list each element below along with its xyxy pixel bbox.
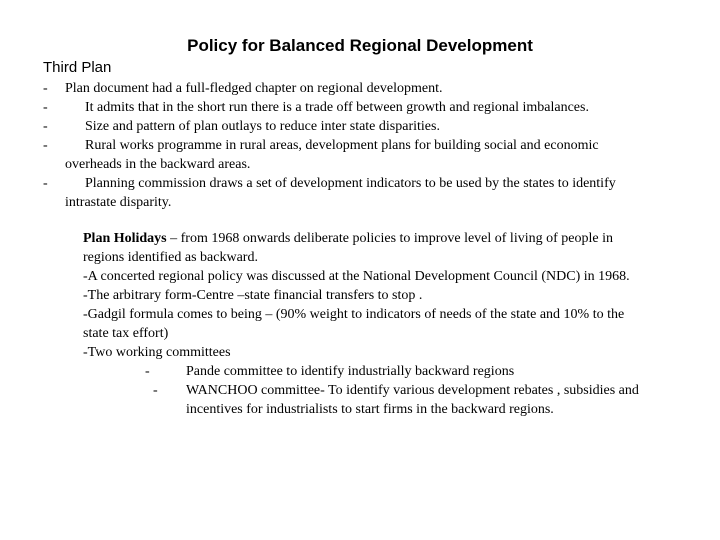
ndc-line: -A concerted regional policy was discussed at the National Development Council (NDC) in 1968. <box>83 269 630 284</box>
list-item-text: Plan document had a full-fledged chapter on regional development. <box>65 81 443 96</box>
bullet-dash: - <box>43 100 48 115</box>
list-item <box>43 117 713 136</box>
list-item-text: Rural works programme in rural areas, development plans for building social and economic <box>85 138 599 153</box>
bullet-dash: - <box>43 176 48 191</box>
bullet-dash: - <box>43 138 48 153</box>
bullet-dash: - <box>145 364 150 379</box>
bullet-dash: - <box>43 119 48 134</box>
list-item <box>43 79 713 98</box>
third-plan-list <box>43 79 713 212</box>
list-item-text-cont: overheads in the backward areas. <box>65 157 251 172</box>
bullet-dash: - <box>153 383 158 398</box>
plan-holidays-intro-cont: regions identified as backward. <box>83 250 258 265</box>
section-heading-third-plan: Third Plan <box>43 59 112 76</box>
list-item <box>43 174 713 212</box>
committee-item-wanchoo <box>83 381 715 419</box>
arbitrary-transfer-line: -The arbitrary form-Centre –state financial transfers to stop . <box>83 288 423 303</box>
list-item <box>43 136 713 174</box>
committee-text: Pande committee to identify industrially backward regions <box>186 364 515 379</box>
list-item-text: Planning commission draws a set of development indicators to be used by the states to identify <box>85 176 616 191</box>
committee-item-pande <box>83 362 715 381</box>
gadgil-formula-line-cont: state tax effort) <box>83 326 169 341</box>
plan-holidays-intro <box>83 229 715 248</box>
plan-holidays-section <box>83 229 715 419</box>
list-item-text-cont: intrastate disparity. <box>65 195 172 210</box>
plan-holidays-heading-text: – from 1968 onwards deliberate policies to improve level of living of people in <box>166 231 613 246</box>
list-item-text: It admits that in the short run there is a trade off between growth and regional imbalances. <box>85 100 589 115</box>
bullet-dash: - <box>43 81 48 96</box>
plan-holidays-heading: Plan Holidays <box>83 231 167 246</box>
gadgil-formula-line: -Gadgil formula comes to being – (90% weight to indicators of needs of the state and 10% to the <box>83 307 625 322</box>
committee-text: WANCHOO committee- To identify various development rebates , subsidies and <box>186 383 639 398</box>
list-item <box>43 98 713 117</box>
page-title: Policy for Balanced Regional Development <box>187 36 533 55</box>
list-item-text: Size and pattern of plan outlays to reduce inter state disparities. <box>85 119 440 134</box>
working-committees-line: -Two working committees <box>83 345 231 360</box>
committee-text-cont: incentives for industrialists to start firms in the backward regions. <box>186 402 554 417</box>
